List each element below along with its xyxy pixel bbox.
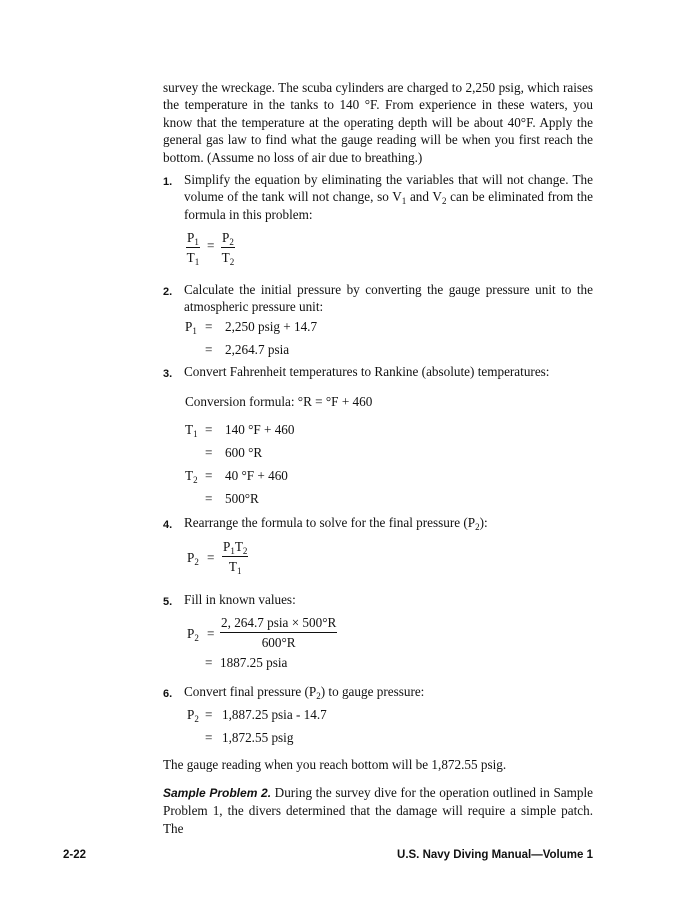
step-number-1: 1. — [163, 176, 173, 188]
eq4-equals: = — [207, 550, 215, 565]
eq1-fraction-p2-t2: $\frac{P_2}{T_2}$ — [221, 230, 235, 267]
eq6-equals-2: = — [205, 730, 213, 745]
eq3-t1-line-2: 600 °R — [225, 445, 263, 460]
eq6-lhs: $P_2$ — [187, 707, 199, 724]
sample-problem-2-paragraph: Sample Problem 2. During the survey dive for the operation outlined in Sample Problem 1, the divers determined that the damage will require a simple patch. The — [163, 785, 594, 836]
step-number-4: 4. — [163, 519, 173, 531]
sample-problem-2-label: Sample Problem 2. — [163, 786, 272, 800]
eq3-t1-line-1: 140 °F + 460 — [225, 422, 295, 437]
eq6-line-1: 1,887.25 psia - 14.7 — [222, 707, 327, 722]
step-number-5: 5. — [163, 596, 173, 608]
eq1-fraction-p1-t1: $\frac{P_1}{T_1}$ — [186, 230, 200, 267]
conversion-formula: Conversion formula: °R = °F + 460 — [185, 394, 373, 409]
eq6-line-2: 1,872.55 psig — [222, 730, 294, 745]
step-text-4: Rearrange the formula to solve for the final pressure $(P_2)$: — [184, 515, 488, 532]
step-text-2: Calculate the initial pressure by converting the gauge pressure unit to the atmospheric pressure unit: — [184, 282, 593, 315]
eq5-lhs: $P_2$ — [187, 626, 199, 643]
eq2-line-1: 2,250 psig + 14.7 — [225, 319, 318, 334]
eq2-line-2: 2,264.7 psia — [225, 342, 290, 357]
step-text-3: Convert Fahrenheit temperatures to Rankine (absolute) temperatures: — [184, 364, 550, 379]
footer-title: U.S. Navy Diving Manual—Volume 1 — [397, 849, 593, 861]
footer-page-number: 2-22 — [63, 849, 87, 861]
eq5-equals-1: = — [207, 626, 215, 641]
eq3-t2-lhs: $T_2$ — [185, 468, 198, 485]
step-number-6: 6. — [163, 688, 173, 700]
eq3-t2-line-2: 500°R — [225, 491, 259, 506]
eq1-equals: = — [207, 238, 215, 253]
eq3-equals-1: = — [205, 422, 213, 437]
eq5-equals-2: = — [205, 655, 213, 670]
eq3-equals-3: = — [205, 468, 213, 483]
eq5-result: 1887.25 psia — [220, 655, 288, 670]
eq3-equals-2: = — [205, 445, 213, 460]
step-text-1: Simplify the equation by eliminating the variables that will not change. The volume of the tank will not change, so $V_1$ and $V_2$ can be eliminated from the formula in this problem: — [184, 172, 594, 222]
eq2-equals-2: = — [205, 342, 213, 357]
eq6-equals-1: = — [205, 707, 213, 722]
eq3-equals-4: = — [205, 491, 213, 506]
eq2-lhs: $P_1$ — [185, 319, 197, 336]
eq5-fraction: 2, 264.7 psia × 500°R 600°R — [221, 615, 337, 650]
eq4-lhs: $P_2$ — [187, 550, 199, 567]
step-text-5: Fill in known values: — [184, 592, 296, 607]
eq3-t2-line-1: 40 °F + 460 — [225, 468, 288, 483]
eq2-equals-1: = — [205, 319, 213, 334]
conclusion-paragraph: The gauge reading when you reach bottom will be 1,872.55 psig. — [163, 757, 507, 772]
step-number-2: 2. — [163, 286, 173, 298]
step-number-3: 3. — [163, 368, 173, 380]
eq3-t1-lhs: $T_1$ — [185, 422, 198, 439]
eq4-fraction: $\frac{P_1T_2}{T_1}$ — [223, 539, 248, 576]
step-text-6: Convert final pressure $(P_2)$ to gauge pressure: — [184, 684, 425, 701]
intro-paragraph: survey the wreckage. The scuba cylinders are charged to 2,250 psig, which raises the temperature in the tanks to 140 °F. From experience in these waters, you know that the temperature at the operating depth will be about 40°F. Apply the general gas law to find what the gauge reading will be when you first reach the bottom. (Assume no loss of air due to breathing.) — [163, 80, 593, 165]
